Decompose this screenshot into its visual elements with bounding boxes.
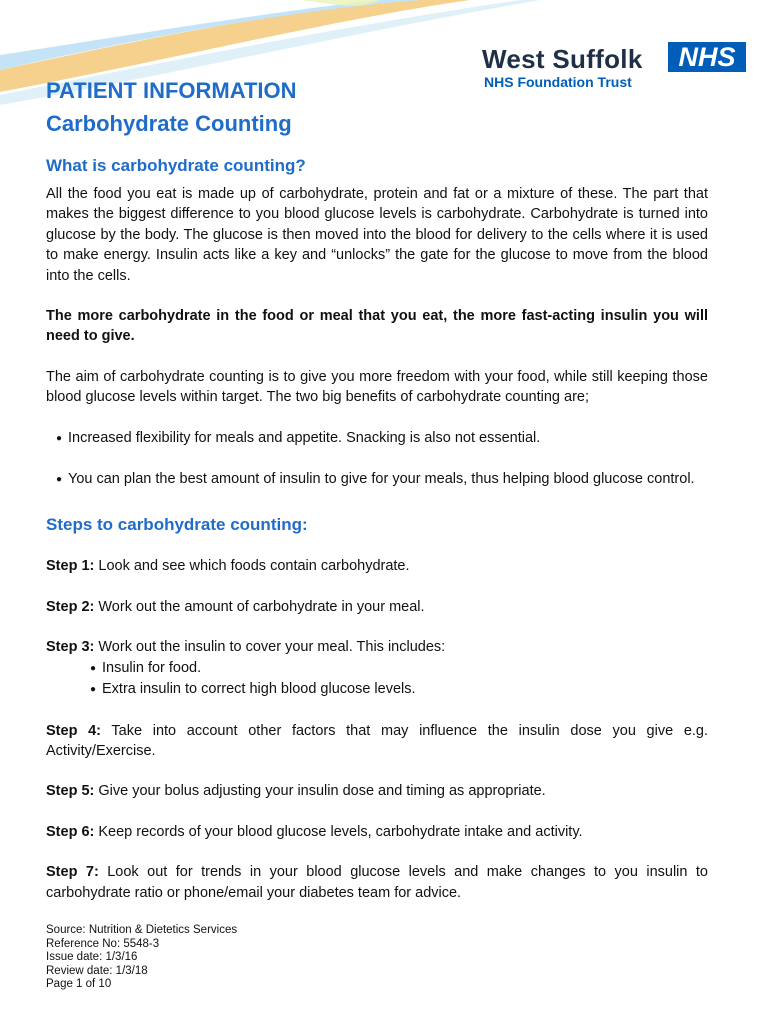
document-footer xyxy=(46,924,237,992)
bullet-icon: ● xyxy=(56,474,63,486)
page-title-line1: PATIENT INFORMATION xyxy=(46,78,297,103)
footer-page-number: Page 1 of 10 xyxy=(46,978,112,991)
step-item: Step 1: Look and see which foods contain carbohydrate. xyxy=(46,558,410,575)
document-body xyxy=(46,155,708,903)
bullet-icon: ● xyxy=(90,662,97,674)
footer-source: Source: Nutrition & Dietetics Services xyxy=(46,924,238,936)
intro-paragraph: All the food you eat is made up of carbohydrate, protein and fat or a mixture of these. The part that makes the biggest difference to you blood glucose levels is carbohydrate. Carbohydrate is turned into glucose by the body. The glucose is then moved into the blood for delivery to the cells where it is used to make energy. Insulin acts like a key and “unlocks” the gate for the glucose to move from the blood into the cells. xyxy=(46,186,708,284)
step-item: Step 7: Look out for trends in your blood glucose levels and make changes to you insulin to carbohydrate ratio or phone/email your diabetes team for advice. xyxy=(46,864,709,901)
logo-trust-name: NHS Foundation Trust xyxy=(484,74,632,90)
step-item: Step 4: Take into account other factors that may influence the insulin dose you give e.g. Activity/Exercise. xyxy=(46,722,709,759)
bullet-icon: ● xyxy=(56,432,63,444)
bullet-icon: ● xyxy=(90,684,97,696)
steps-heading: Steps to carbohydrate counting: xyxy=(46,515,308,535)
step3-subitems xyxy=(46,658,708,701)
trust-logo xyxy=(478,40,758,100)
page-title-line2: Carbohydrate Counting xyxy=(46,111,292,136)
benefit-item: ● You can plan the best amount of insulin to give for your meals, thus helping blood glucose control. xyxy=(46,469,708,490)
step-item: Step 2: Work out the amount of carbohydrate in your meal. xyxy=(46,598,425,615)
footer-reference: Reference No: 5548-3 xyxy=(46,937,160,950)
sub-item: ● Insulin for food. xyxy=(90,658,708,679)
step-item: Step 6: Keep records of your blood glucose levels, carbohydrate intake and activity. xyxy=(46,823,583,840)
benefit-item: ● Increased flexibility for meals and appetite. Snacking is also not essential. xyxy=(46,428,708,449)
logo-org-name: West Suffolk xyxy=(482,44,643,74)
footer-review-date: Review date: 1/3/18 xyxy=(46,964,148,977)
intro-heading: What is carbohydrate counting? xyxy=(46,156,306,175)
step-item: Step 3: Work out the insulin to cover your meal. This includes: xyxy=(46,639,446,656)
footer-issue-date: Issue date: 1/3/16 xyxy=(46,951,138,964)
intro-aim: The aim of carbohydrate counting is to give you more freedom with your food, while still keeping those blood glucose levels within target. The two big benefits of carbohydrate counting are; xyxy=(46,368,708,406)
nhs-badge: NHS xyxy=(668,42,746,72)
step-item: Step 5: Give your bolus adjusting your insulin dose and timing as appropriate. xyxy=(46,783,546,800)
intro-emphasis: The more carbohydrate in the food or meal that you eat, the more fast-acting insulin you will need to give. xyxy=(46,308,708,345)
sub-item: ● Extra insulin to correct high blood glucose levels. xyxy=(90,679,708,700)
